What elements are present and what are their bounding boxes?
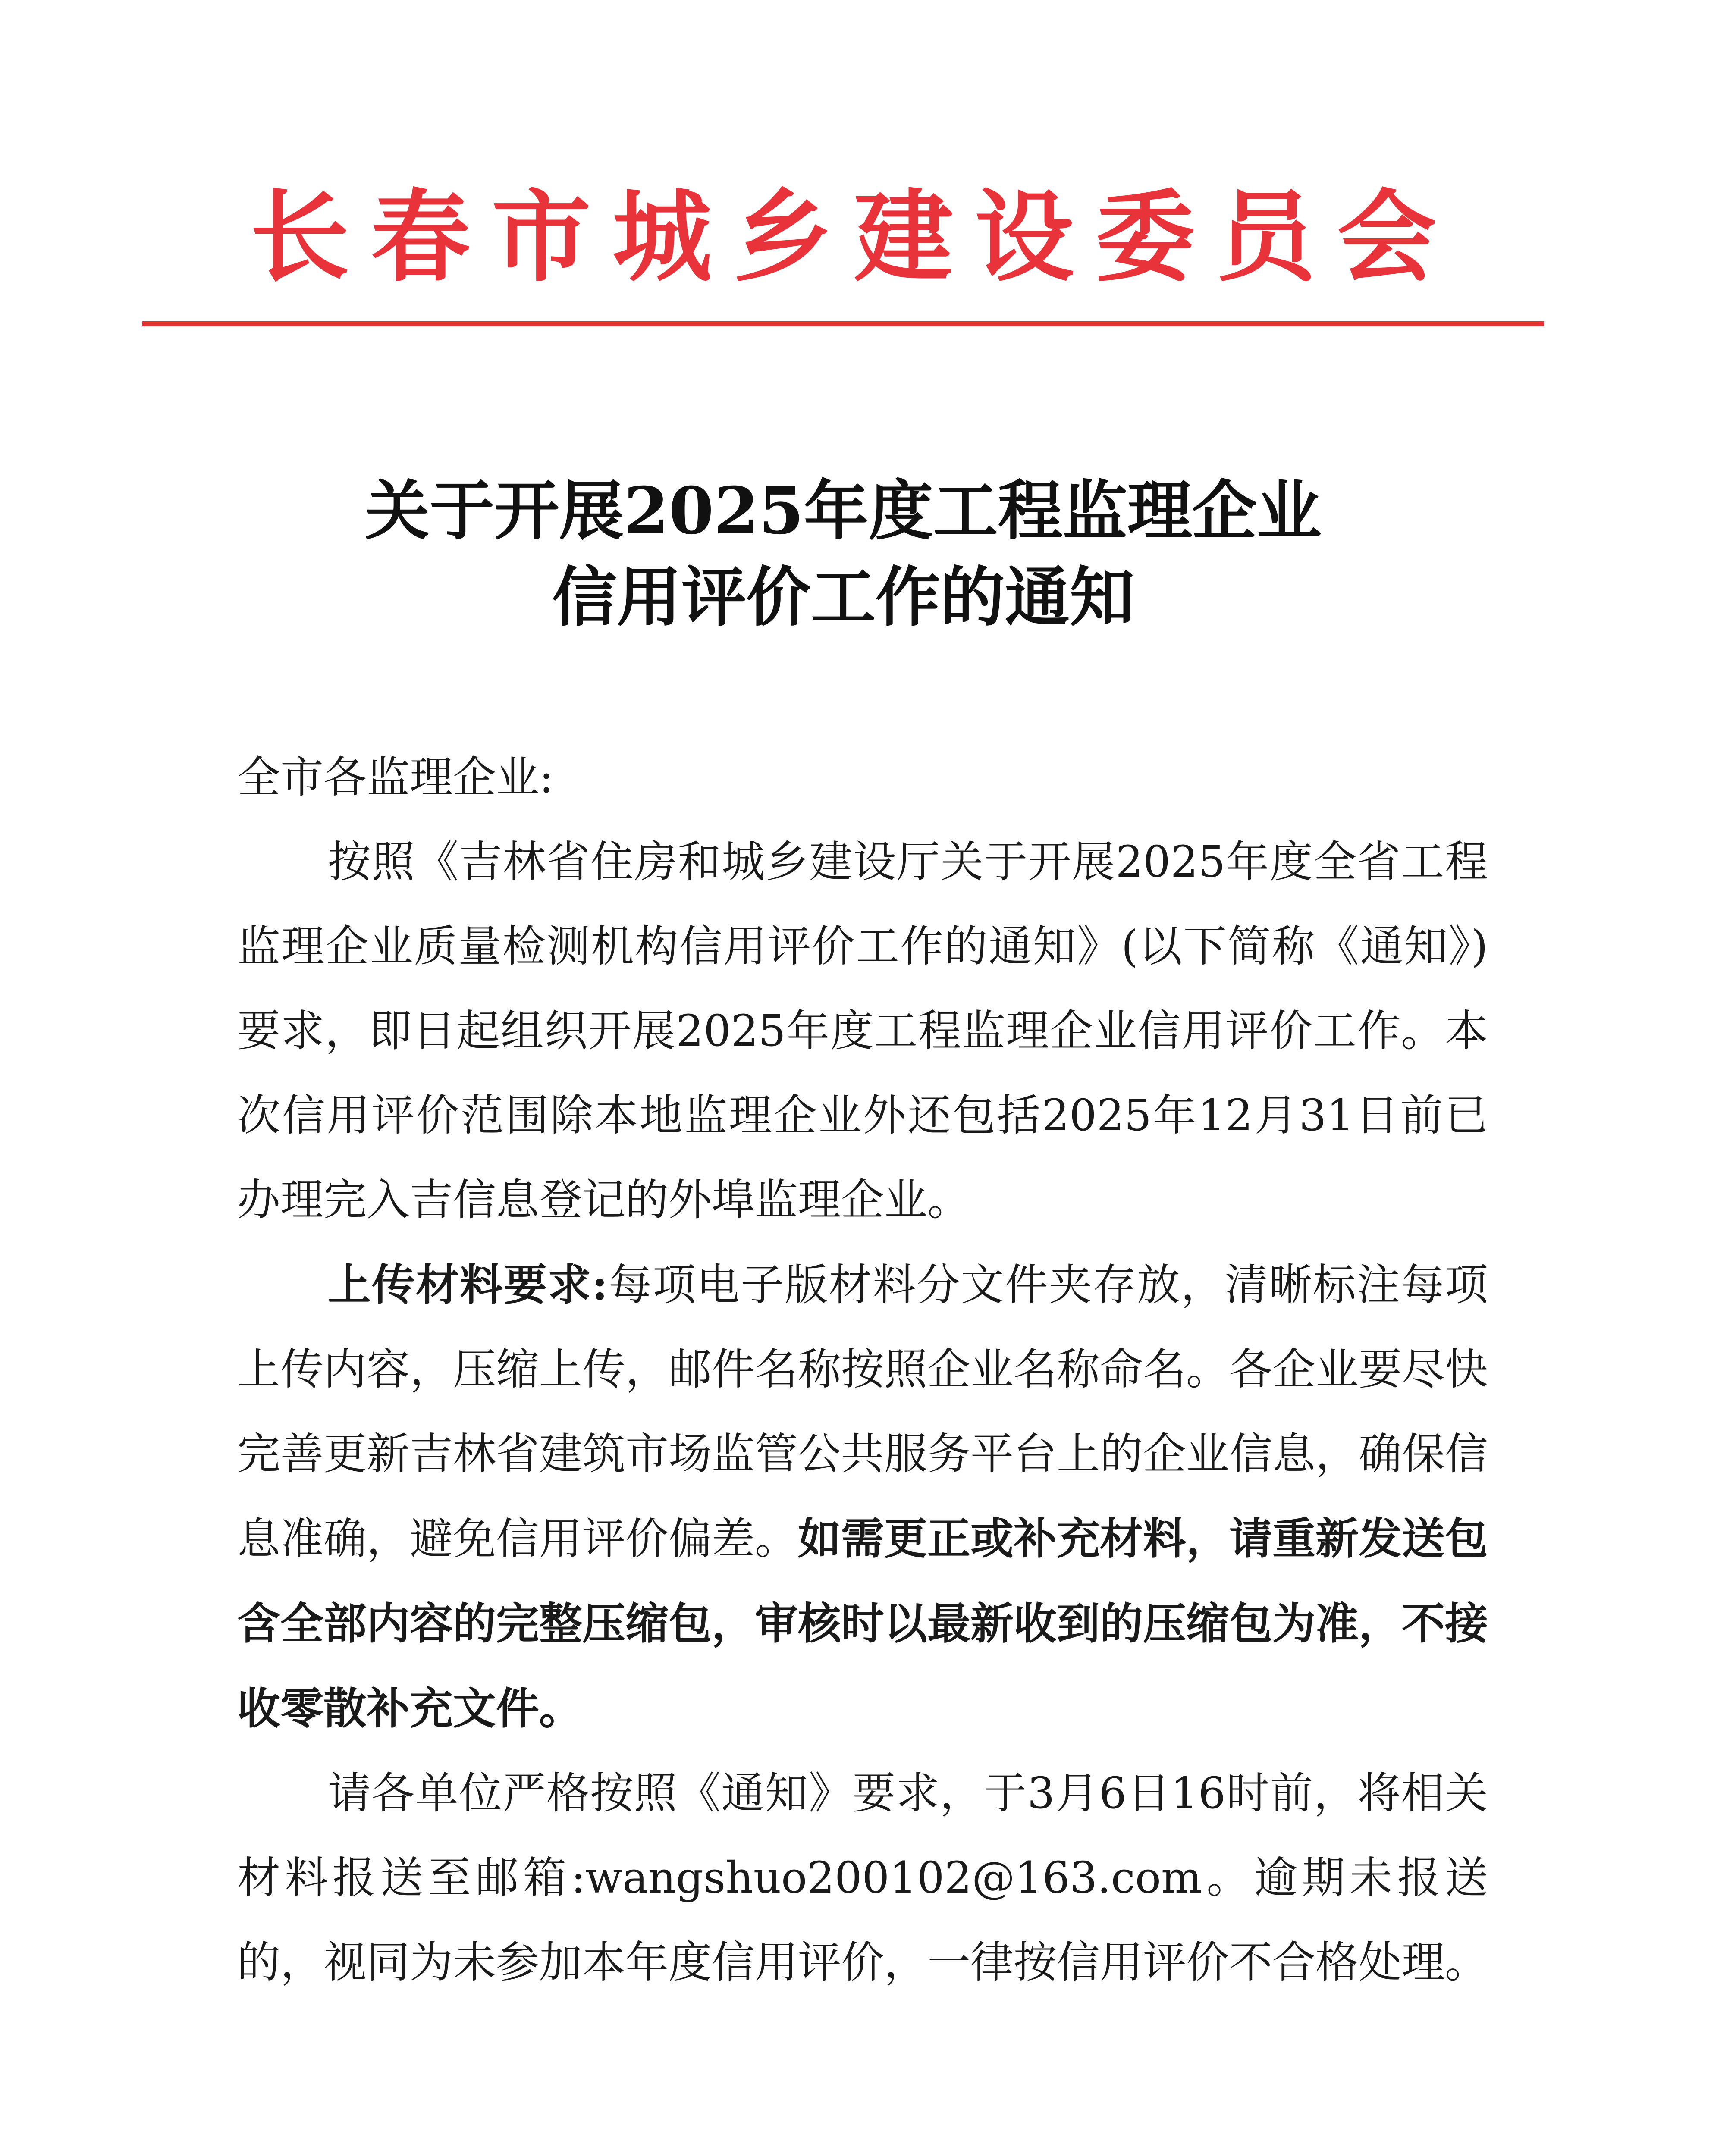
upload-requirements-emphasis: 如需更正或补充材料，请重新发送包含全部内容的完整压缩包，审核时以最新收到的压缩包为准，不接收零散补充文件。 <box>237 1513 1488 1734</box>
document-title-line-2: 信用评价工作的通知 <box>552 559 1134 635</box>
salutation: 全市各监理企业: <box>237 752 554 802</box>
document-body <box>237 735 1488 2005</box>
header-red-rule <box>142 321 1544 326</box>
document-title <box>142 468 1544 640</box>
paragraph-upload-requirements <box>237 1242 1488 1751</box>
paragraph-scope: 按照《吉林省住房和城乡建设厅关于开展2025年度全省工程监理企业质量检测机构信用评价工作的通知》(以下简称《通知》)要求，即日起组织开展2025年度工程监理企业信用评价工作。本次信用评价范围除本地监理企业外还包括2025年12月31日前已办理完入吉信息登记的外埠监理企业。 <box>237 837 1488 1225</box>
upload-requirements-lead: 上传材料要求: <box>328 1259 608 1310</box>
issuing-authority-header: 长春市城乡建设委员会 <box>250 179 1458 295</box>
paragraph-submission-deadline: 请各单位严格按照《通知》要求，于3月6日16时前，将相关材料报送至邮箱:wangshuo200102@163.com。逾期未报送的，视同为未参加本年度信用评价，一律按信用评价不合格处理。 <box>237 1768 1488 1987</box>
document-title-line-1: 关于开展2025年度工程监理企业 <box>365 473 1322 549</box>
upload-requirements-text: 每项电子版材料分文件夹存放，清晰标注每项上传内容，压缩上传，邮件名称按照企业名称命名。各企业要尽快完善更新吉林省建筑市场监管公共服务平台上的企业信息，确保信息准确，避免信用评价偏差。 <box>237 1260 1488 1564</box>
